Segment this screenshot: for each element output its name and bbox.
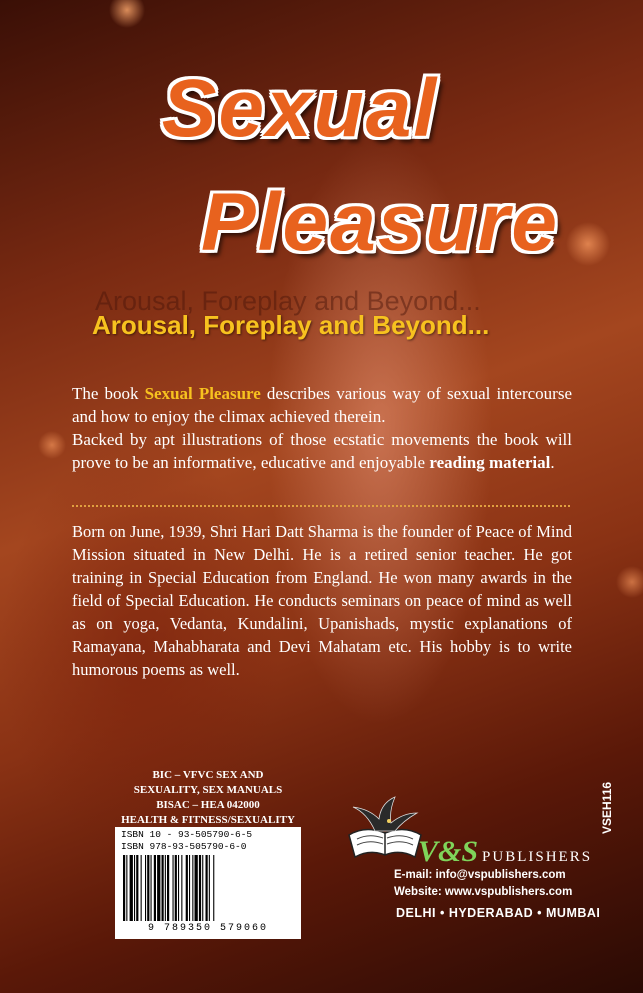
barcode-bar bbox=[209, 855, 210, 921]
subtitle: Arousal, Foreplay and Beyond... bbox=[92, 310, 490, 340]
barcode-bar bbox=[206, 855, 208, 921]
dotted-divider bbox=[72, 505, 570, 507]
blurb-2-end: . bbox=[550, 453, 555, 472]
publisher-name bbox=[418, 835, 618, 869]
barcode-bar bbox=[134, 855, 135, 921]
barcode-bar bbox=[154, 855, 156, 921]
barcode-bar bbox=[126, 855, 127, 921]
barcode-bar bbox=[151, 855, 152, 921]
blurb-1-prefix: The book bbox=[72, 384, 145, 403]
barcode-bar bbox=[167, 855, 169, 921]
author-bio: Born on June, 1939, Shri Hari Datt Sharma is the founder of Peace of Mind Mission situated in New Delhi. He is a retired senior teacher. He got training in Special Education from England. He won many awards in the field of Special Education. He conducts seminars on peace of mind as well as on yoga, Vedanta, Kundalini, Upanishads, mystic explanations of Ramayana, Mahabharata and Devi Mahatam etc. His hobby is to write humorous poems as well. bbox=[72, 522, 572, 679]
barcode-bar bbox=[130, 855, 133, 921]
barcode-icon bbox=[121, 855, 295, 921]
barcode-bar bbox=[175, 855, 177, 921]
ghost-subtitle-shadow: Arousal, Foreplay and Beyond... bbox=[95, 286, 481, 316]
title-line-2: Pleasure bbox=[201, 177, 559, 268]
barcode-bar bbox=[145, 855, 146, 921]
publisher-email[interactable]: E-mail: info@vspublishers.com bbox=[394, 869, 566, 881]
barcode-bar bbox=[157, 855, 160, 921]
product-code-vertical: VSEH116 bbox=[600, 781, 614, 835]
barcode-bar bbox=[195, 855, 198, 921]
barcode-bar bbox=[147, 855, 149, 921]
barcode-bar bbox=[199, 855, 201, 921]
isbn-13: ISBN 978-93-505790-6-0 bbox=[121, 841, 247, 852]
barcode-bar bbox=[178, 855, 179, 921]
bisac-line-2: HEALTH & FITNESS/SEXUALITY bbox=[121, 814, 295, 826]
publisher-brand: V&S bbox=[418, 835, 479, 868]
barcode-bar bbox=[165, 855, 166, 921]
blurb-1-suffix: describes various way of sexual intercourse and how to enjoy the climax achieved therein. bbox=[72, 384, 573, 426]
barcode-bar bbox=[123, 855, 125, 921]
blurb-2-text: Backed by apt illustrations of those ecstatic movements the book will prove to be an informative, educative and enjoyable bbox=[72, 430, 572, 472]
blurb-paragraph-2 bbox=[72, 428, 572, 474]
open-book-eagle-icon bbox=[345, 795, 425, 865]
isbn-barcode-panel bbox=[115, 827, 301, 939]
bisac-line-1: BISAC – HEA 042000 bbox=[156, 799, 260, 811]
publisher-word: PUBLISHERS bbox=[482, 849, 593, 865]
barcode-bar bbox=[162, 855, 164, 921]
barcode-digits: 9 789350 579060 bbox=[147, 923, 268, 934]
barcode-bar bbox=[186, 855, 188, 921]
isbn-10: ISBN 10 - 93-505790-6-5 bbox=[121, 829, 253, 840]
barcode-bar bbox=[192, 855, 193, 921]
publisher-website[interactable]: Website: www.vspublishers.com bbox=[394, 886, 573, 898]
barcode-bar bbox=[202, 855, 203, 921]
barcode-bar bbox=[136, 855, 138, 921]
barcode-bar bbox=[141, 855, 142, 921]
barcode-bar bbox=[213, 855, 214, 921]
publisher-cities: DELHI • HYDERABAD • MUMBAI bbox=[396, 906, 601, 920]
barcode-bar bbox=[181, 855, 182, 921]
blurb-2-bold: reading material bbox=[429, 453, 551, 472]
bic-line-1: BIC – VFVC SEX AND bbox=[152, 769, 264, 781]
bic-line-2: SEXUALITY, SEX MANUALS bbox=[133, 784, 283, 796]
blurb-paragraph-1 bbox=[72, 382, 572, 428]
book-name-highlight: Sexual Pleasure bbox=[144, 384, 261, 403]
barcode-bar bbox=[173, 855, 174, 921]
barcode-bar bbox=[189, 855, 190, 921]
classification-block bbox=[110, 768, 306, 828]
title-line-1: Sexual bbox=[161, 63, 439, 154]
